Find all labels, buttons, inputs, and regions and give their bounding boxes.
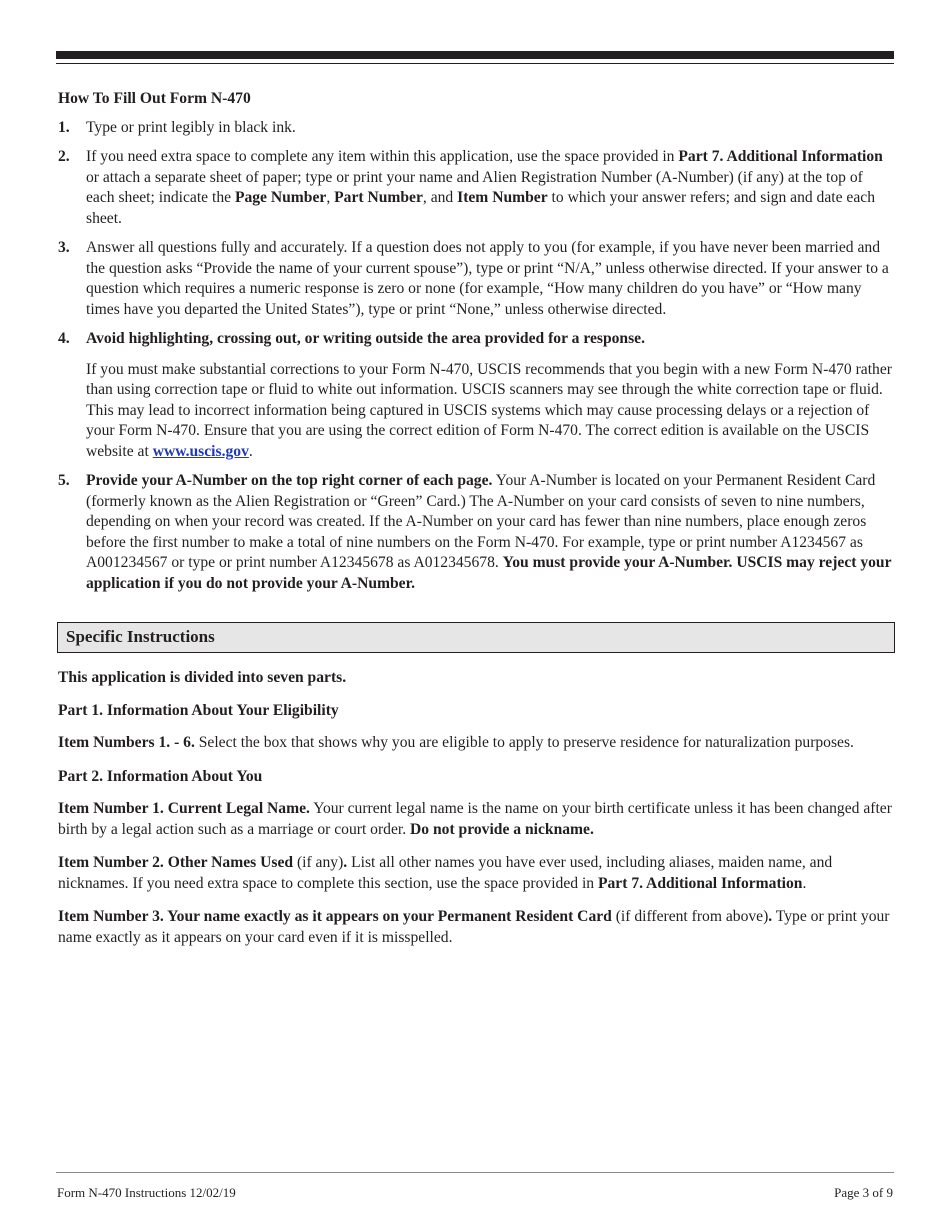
list-number: 3. bbox=[58, 239, 70, 256]
list-text bbox=[86, 329, 892, 462]
list-item-1 bbox=[58, 118, 892, 139]
part-2-item-3: Item Number 3. Your name exactly as it appears on your Permanent Resident Card (if different from above). Type or print your name exactly as it appears on your card even if it is misspelled. bbox=[58, 908, 890, 946]
list-text: Answer all questions fully and accurately. If a question does not apply to you (for example, if you have never been married and the question asks “Provide the name of your current spouse”), type or print “N/A,” unless otherwise directed. If your answer to a question which requires a numeric response is zero or none (for example, “How many children do you have” or “How many times have you departed the United States”), type or print “None,” unless otherwise directed. bbox=[86, 239, 889, 318]
footer-rule bbox=[56, 1172, 894, 1173]
list-item-2 bbox=[58, 147, 892, 229]
uscis-website-link[interactable]: www.uscis.gov bbox=[152, 442, 249, 460]
list-item-4 bbox=[58, 329, 892, 462]
list-text: Provide your A-Number on the top right corner of each page. Your A-Number is located on your Permanent Resident Card (formerly known as the Alien Registration or “Green” Card.) The A-Number on your card consists of seven to nine numbers, depending on when your record was created. If the A-Number on your card has fewer than nine numbers, place enough zeros before the first number to make a total of nine numbers on the Form N-470. For example, type or print number A1234567 as A001234567 or type or print number A12345678 as A012345678. You must provide your A-Number. USCIS may reject your application if you do not provide your A-Number. bbox=[86, 472, 892, 592]
list-number: 5. bbox=[58, 472, 70, 489]
footer-form-edition: Form N-470 Instructions 12/02/19 bbox=[57, 1185, 236, 1200]
list-item-5 bbox=[58, 471, 892, 594]
page-content bbox=[58, 89, 892, 961]
part-2-heading: Part 2. Information About You bbox=[58, 767, 263, 785]
header-rule-thin bbox=[56, 63, 894, 64]
part-2-item-2: Item Number 2. Other Names Used (if any). List all other names you have ever used, including aliases, maiden name, and nicknames. If you need extra space to complete this section, use the space provided in Part 7. Additional Information. bbox=[58, 854, 833, 892]
part-1-heading: Part 1. Information About Your Eligibility bbox=[58, 701, 339, 719]
section-title: How To Fill Out Form N-470 bbox=[58, 90, 251, 107]
list-number: 1. bbox=[58, 118, 70, 136]
footer-page-number: Page 3 of 9 bbox=[834, 1185, 893, 1200]
list-number: 2. bbox=[58, 148, 70, 165]
part-1-items: Item Numbers 1. - 6. Select the box that shows why you are eligible to apply to preserve residence for naturalization purposes. bbox=[58, 734, 854, 751]
list-item-3 bbox=[58, 238, 892, 320]
list-text: If you need extra space to complete any item within this application, use the space provided in Part 7. Additional Information or attach a separate sheet of paper; type or print your name and Alien Registration Number (A-Number) (if any) at the top of each sheet; indicate the Page Number, Part Number, and Item Number to which your answer refers; and sign and date each sheet. bbox=[86, 148, 883, 227]
list-subparagraph: If you must make substantial corrections to your Form N-470, USCIS recommends that you begin with a new Form N-470 rather than using correction tape or fluid to white out information. USCIS scanners may see through the white correction tape or fluid. This may lead to incorrect information being captured in USCIS systems which may cause processing delays or a rejection of your Form N-470. Ensure that you are using the correct edition of Form N-470. The correct edition is available on the USCIS website at www.uscis.gov. bbox=[86, 360, 892, 460]
part-2-item-1: Item Number 1. Current Legal Name. Your current legal name is the name on your birth certificate unless it has been changed after birth by a legal action such as a marriage or court order. Do not provide a nickname. bbox=[58, 800, 892, 838]
list-lead: Avoid highlighting, crossing out, or writing outside the area provided for a response. bbox=[86, 330, 645, 347]
header-rule-thick bbox=[56, 51, 894, 59]
list-number: 4. bbox=[58, 330, 70, 347]
list-text: Type or print legibly in black ink. bbox=[86, 118, 296, 136]
specific-intro: This application is divided into seven parts. bbox=[58, 669, 347, 686]
specific-instructions-banner: Specific Instructions bbox=[57, 622, 895, 653]
